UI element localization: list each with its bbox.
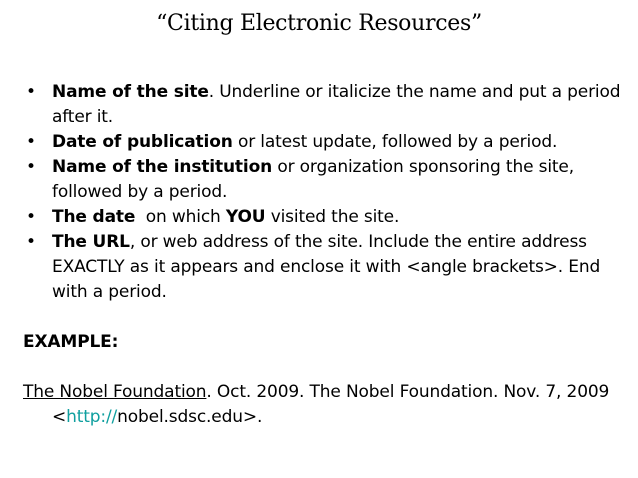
list-item [23, 130, 623, 155]
bullet-bold-text: Name of the institution [52, 157, 273, 177]
bullet-text: on which [135, 207, 226, 227]
list-item [23, 205, 623, 230]
citation-site-name: The Nobel Foundation [23, 382, 207, 402]
bullet-bold-text: The URL [52, 232, 130, 252]
bullet-icon: • [26, 82, 36, 102]
bullet-icon: • [26, 207, 36, 227]
list-item [23, 230, 623, 305]
bullet-text-end: visited the site. [265, 207, 400, 227]
bullet-icon: • [26, 132, 36, 152]
bullet-bold-text: Date of publication [52, 132, 233, 152]
bullet-text: or organization sponsoring the site, followed by a period. [52, 157, 574, 202]
slide-title: “Citing Electronic Resources” [156, 11, 482, 36]
list-item [23, 155, 623, 205]
example-heading: EXAMPLE: [23, 332, 119, 352]
citation-url-link[interactable]: http:// [66, 407, 118, 427]
example-citation [23, 380, 623, 430]
bullet-bold-text: The date [52, 207, 136, 227]
bullet-icon: • [26, 157, 36, 177]
spacer [23, 355, 623, 380]
bullet-text: , or web address of the site. Include the entire address EXACTLY as it appears and enclose it with <angle brackets>. End with a period. [52, 232, 601, 302]
bullet-icon: • [26, 232, 36, 252]
spacer [23, 305, 623, 330]
citation-url-rest: nobel.sdsc.edu>. [117, 407, 263, 427]
bullet-text: or latest update, followed by a period. [232, 132, 558, 152]
bullet-text: . Underline or italicize the name and put a period after it. [52, 82, 621, 127]
bullet-emphasis-text: YOU [225, 207, 266, 227]
list-item [23, 80, 623, 130]
slide-content [23, 80, 623, 430]
bullet-bold-text: Name of the site [52, 82, 209, 102]
citation-details: . Oct. 2009. The Nobel Foundation. Nov. 7, 2009 < [52, 382, 610, 427]
bullet-list [23, 80, 623, 305]
